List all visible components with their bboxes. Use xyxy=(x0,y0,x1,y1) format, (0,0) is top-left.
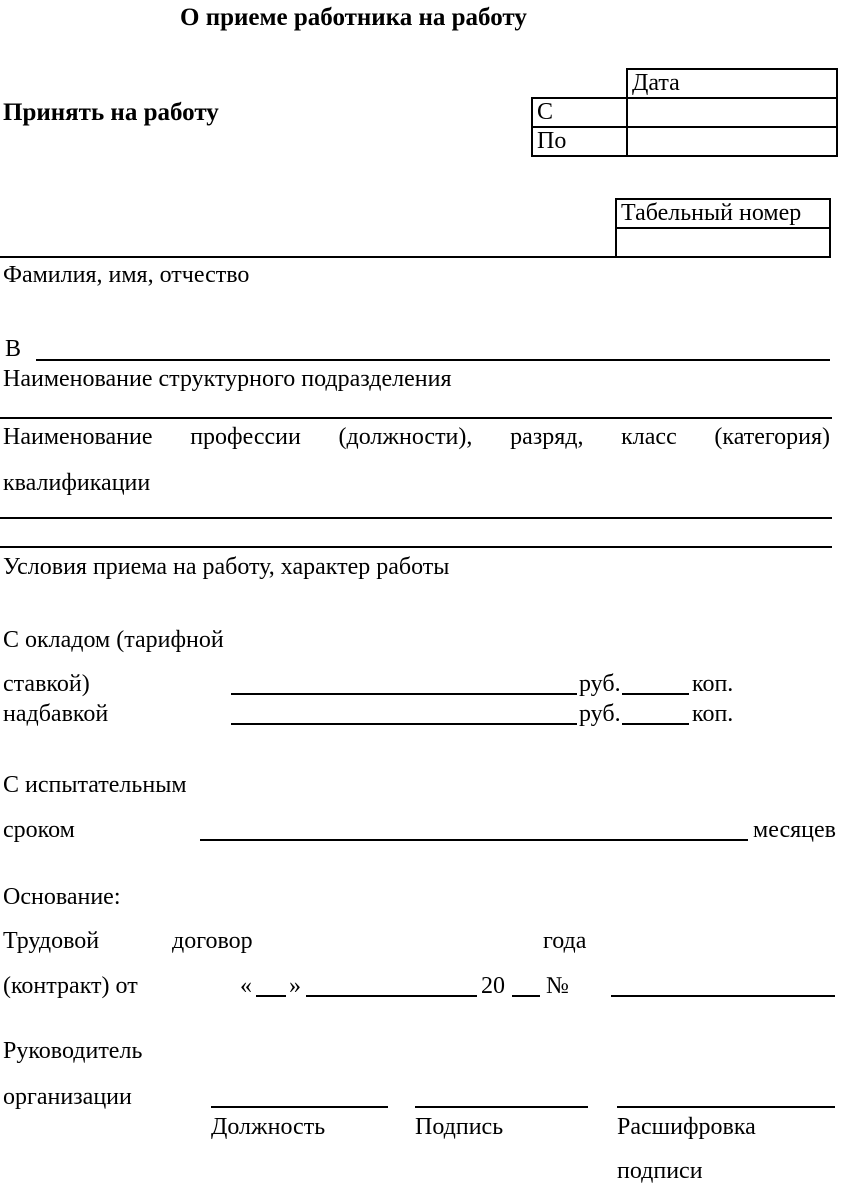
contract-quote-open: « xyxy=(240,973,252,999)
personnel-number-header-row xyxy=(616,199,830,228)
probation-label-line1: С испытательным xyxy=(3,772,187,798)
date-from-row xyxy=(532,98,837,127)
allowance-amount-line[interactable] xyxy=(231,723,577,725)
date-table-spacer-cell xyxy=(532,69,627,98)
basis-contract-from-label: (контракт) от xyxy=(3,973,138,999)
department-field-line[interactable] xyxy=(36,359,830,361)
page-title: О приеме работника на работу xyxy=(180,4,527,31)
basis-year-word: года xyxy=(543,928,587,954)
head-of-organization-label-line2: организации xyxy=(3,1084,132,1110)
contract-number-line[interactable] xyxy=(611,995,835,997)
signature-sign-caption: Подпись xyxy=(415,1114,504,1140)
conditions-caption: Условия приема на работу, характер работы xyxy=(3,554,450,580)
department-prefix: В xyxy=(5,336,22,362)
contract-quote-close: » xyxy=(289,973,301,999)
date-to-value[interactable] xyxy=(627,127,837,156)
full-name-caption: Фамилия, имя, отчество xyxy=(3,262,250,288)
salary-rub-label: руб. xyxy=(579,671,621,697)
signature-transcript-line[interactable] xyxy=(617,1106,835,1108)
contract-month-line[interactable] xyxy=(306,995,477,997)
date-from-value[interactable] xyxy=(627,98,837,127)
head-of-organization-label-line1: Руководитель xyxy=(3,1038,143,1064)
full-name-field-line[interactable] xyxy=(0,256,617,258)
probation-label-line2: сроком xyxy=(3,817,75,843)
salary-kopeck-line[interactable] xyxy=(622,693,689,695)
signature-position-line[interactable] xyxy=(211,1106,388,1108)
conditions-field-line-1[interactable] xyxy=(0,517,832,519)
allowance-label: надбавкой xyxy=(3,701,109,727)
salary-label-line1: С окладом (тарифной xyxy=(3,627,224,653)
signature-position-caption: Должность xyxy=(211,1114,326,1140)
signature-transcript-caption-line2: подписи xyxy=(617,1158,703,1184)
date-to-row xyxy=(532,127,837,156)
basis-contract-word1: Трудовой xyxy=(3,928,100,954)
contract-day-line[interactable] xyxy=(256,995,286,997)
date-table xyxy=(531,68,838,157)
salary-label-line2: ставкой) xyxy=(3,671,90,697)
conditions-field-line-2[interactable] xyxy=(0,546,832,548)
date-table-header: Дата xyxy=(627,69,837,98)
position-caption: Наименование профессии (должности), разряд, класс (категория) xyxy=(3,424,830,450)
position-caption-tail: квалификации xyxy=(3,470,151,496)
allowance-rub-label: руб. xyxy=(579,701,621,727)
allowance-kop-label: коп. xyxy=(692,701,734,727)
date-header-row xyxy=(532,69,837,98)
allowance-kopeck-line[interactable] xyxy=(622,723,689,725)
personnel-number-value[interactable] xyxy=(616,228,830,257)
contract-year-line[interactable] xyxy=(512,995,540,997)
personnel-number-value-row xyxy=(616,228,830,257)
hire-instruction-label: Принять на работу xyxy=(3,99,219,126)
contract-year-prefix: 20 xyxy=(481,973,505,999)
department-caption: Наименование структурного подразделения xyxy=(3,366,452,392)
personnel-number-table xyxy=(615,198,831,258)
probation-months-label: месяцев xyxy=(753,817,836,843)
signature-sign-line[interactable] xyxy=(415,1106,588,1108)
signature-transcript-caption-line1: Расшифровка xyxy=(617,1114,756,1140)
salary-amount-line[interactable] xyxy=(231,693,577,695)
probation-term-line[interactable] xyxy=(200,839,748,841)
basis-contract-word2: договор xyxy=(172,928,253,954)
date-from-label: С xyxy=(532,98,627,127)
basis-label: Основание: xyxy=(3,884,121,910)
position-field-line[interactable] xyxy=(0,417,832,419)
salary-kop-label: коп. xyxy=(692,671,734,697)
date-to-label: По xyxy=(532,127,627,156)
personnel-number-header: Табельный номер xyxy=(616,199,830,228)
contract-number-sign: № xyxy=(546,973,569,999)
